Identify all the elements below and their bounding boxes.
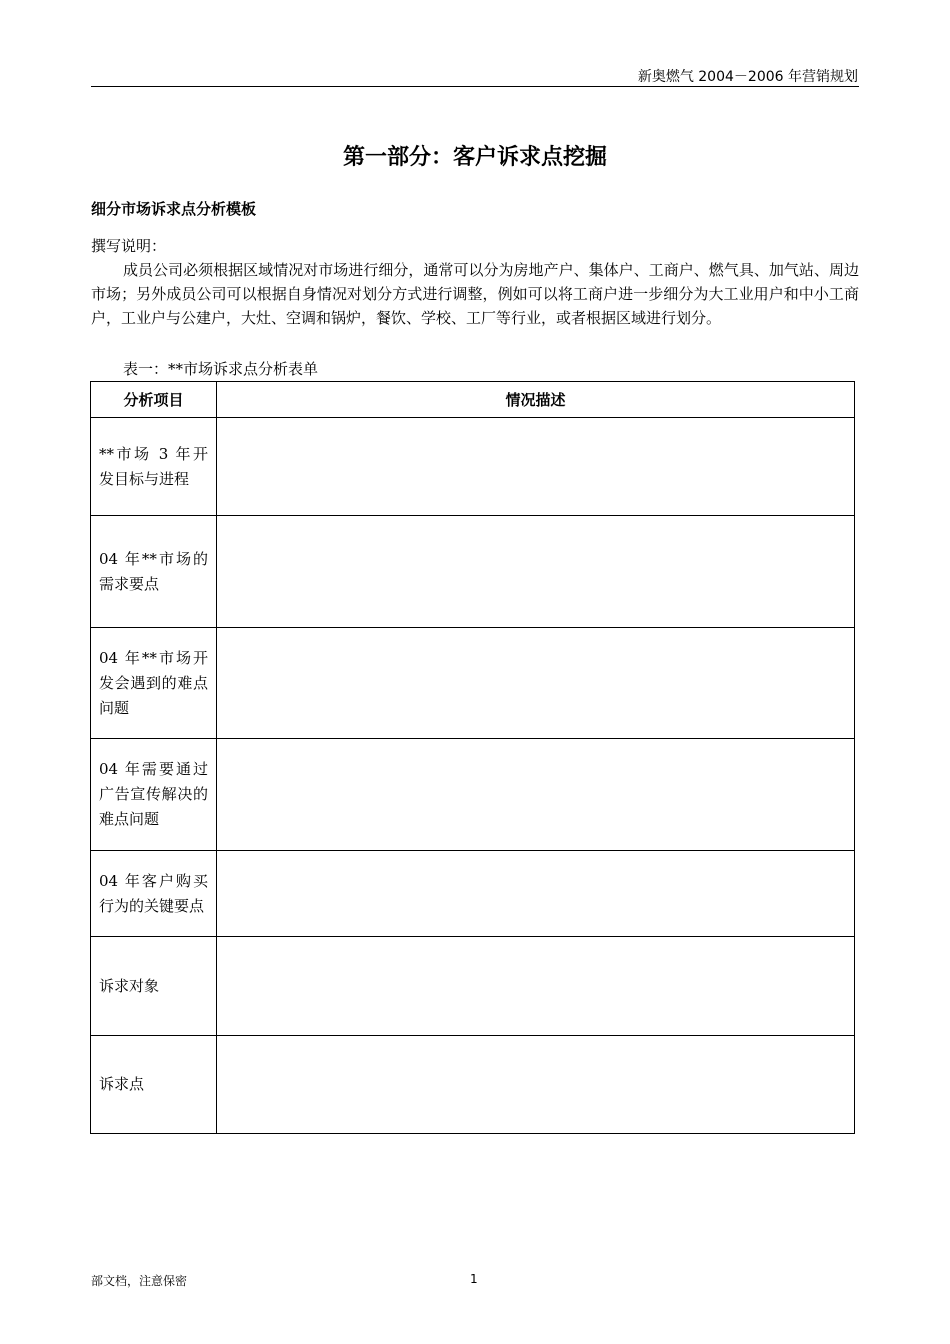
- analysis-table: [90, 381, 855, 1134]
- table-row: [91, 628, 855, 739]
- row-item-cell: 04 年**市场的需求要点: [91, 516, 217, 628]
- column-header-description: 情况描述: [217, 382, 855, 418]
- header-rule: [91, 86, 859, 87]
- row-item-cell: **市场 3 年开发目标与进程: [91, 418, 217, 516]
- row-description-cell: [217, 937, 855, 1036]
- table-row: [91, 739, 855, 851]
- page-number: 1: [470, 1272, 478, 1286]
- row-description-cell: [217, 628, 855, 739]
- instructions-paragraph: 成员公司必须根据区域情况对市场进行细分，通常可以分为房地产户、集体户、工商户、燃气具、加气站、周边市场；另外成员公司可以根据自身情况对划分方式进行调整，例如可以将工商户进一步细分为大工业用户和中小工商户，工业户与公建户，大灶、空调和锅炉，餐饮、学校、工厂等行业，或者根据区域进行划分。: [91, 261, 859, 327]
- section-title: 第一部分：客户诉求点挖掘: [342, 144, 607, 170]
- row-item-cell: 04 年**市场开发会遇到的难点问题: [91, 628, 217, 739]
- table-row: [91, 418, 855, 516]
- table-row: [91, 851, 855, 937]
- row-description-cell: [217, 739, 855, 851]
- table-row: [91, 937, 855, 1036]
- row-item-cell: 诉求点: [91, 1036, 217, 1134]
- row-item-cell: 04 年需要通过广告宣传解决的难点问题: [91, 739, 217, 851]
- column-header-item: 分析项目: [91, 382, 217, 418]
- row-description-cell: [217, 851, 855, 937]
- page-header: 新奥燃气 2004－2006 年营销规划: [637, 69, 858, 85]
- table-row: [91, 1036, 855, 1134]
- row-description-cell: [217, 516, 855, 628]
- row-description-cell: [217, 418, 855, 516]
- row-description-cell: [217, 1036, 855, 1134]
- table-row: [91, 516, 855, 628]
- table-header-row: [91, 382, 855, 418]
- row-item-cell: 04 年客户购买行为的关键要点: [91, 851, 217, 937]
- template-subtitle: 细分市场诉求点分析模板: [91, 200, 257, 218]
- row-item-cell: 诉求对象: [91, 937, 217, 1036]
- footer-confidential-note: 部文档，注意保密: [91, 1274, 188, 1288]
- instructions-label: 撰写说明：: [91, 237, 167, 255]
- table-caption: 表一：**市场诉求点分析表单: [123, 360, 319, 378]
